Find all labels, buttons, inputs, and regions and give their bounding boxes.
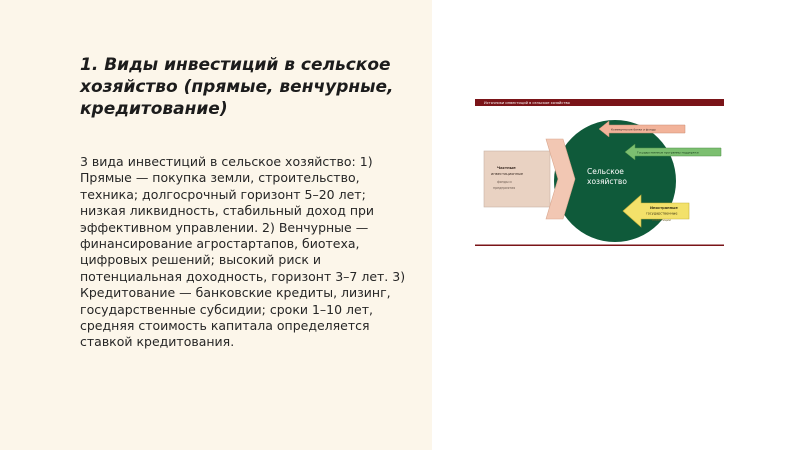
bottom-box-line2: государственные (646, 211, 678, 216)
left-box-line1: Частные (497, 165, 516, 170)
left-box-line4: предприятия (493, 186, 516, 190)
bottom-box-line3: инвестиции (652, 218, 671, 222)
diagram-header-text: Источники инвестиций в сельское хозяйство (484, 101, 570, 106)
left-box-line3: фонды и (497, 180, 512, 184)
slide-body-text: 3 вида инвестиций в сельское хозяйство: 1) Прямые — покупка земли, строительство, техника; долгосрочный горизонт 5–20 лет; низкая ликвидность, стабильный доход при эффективном управлении. 2) Венчурные — финансирование агростартапов, биотеха, цифровых решений; высокий риск и потенциальная доходность, горизонт 3–7 лет. 3) Кредитование — банковские кредиты, лизинг, государственные субсидии; сроки 1–10 лет, средняя стоимость капитала определяется ставкой кредитования. (80, 154, 406, 350)
left-box-line2: инвестиционные (491, 172, 524, 176)
center-label-line2: хозяйство (587, 177, 627, 186)
center-label-line1: Сельское (587, 167, 624, 176)
bottom-box-line1: Иностранные (650, 206, 678, 210)
diagram-bottom-rule (475, 245, 724, 247)
middle-arrow-text: Государственные программы поддержки (637, 150, 699, 155)
top-arrow-text: Коммерческие банки и фонды (611, 127, 656, 132)
investment-diagram (475, 99, 724, 246)
slide-title: 1. Виды инвестиций в сельское хозяйство (прямые, венчурные, кредитование) (80, 55, 394, 119)
left-source-box (484, 151, 550, 207)
